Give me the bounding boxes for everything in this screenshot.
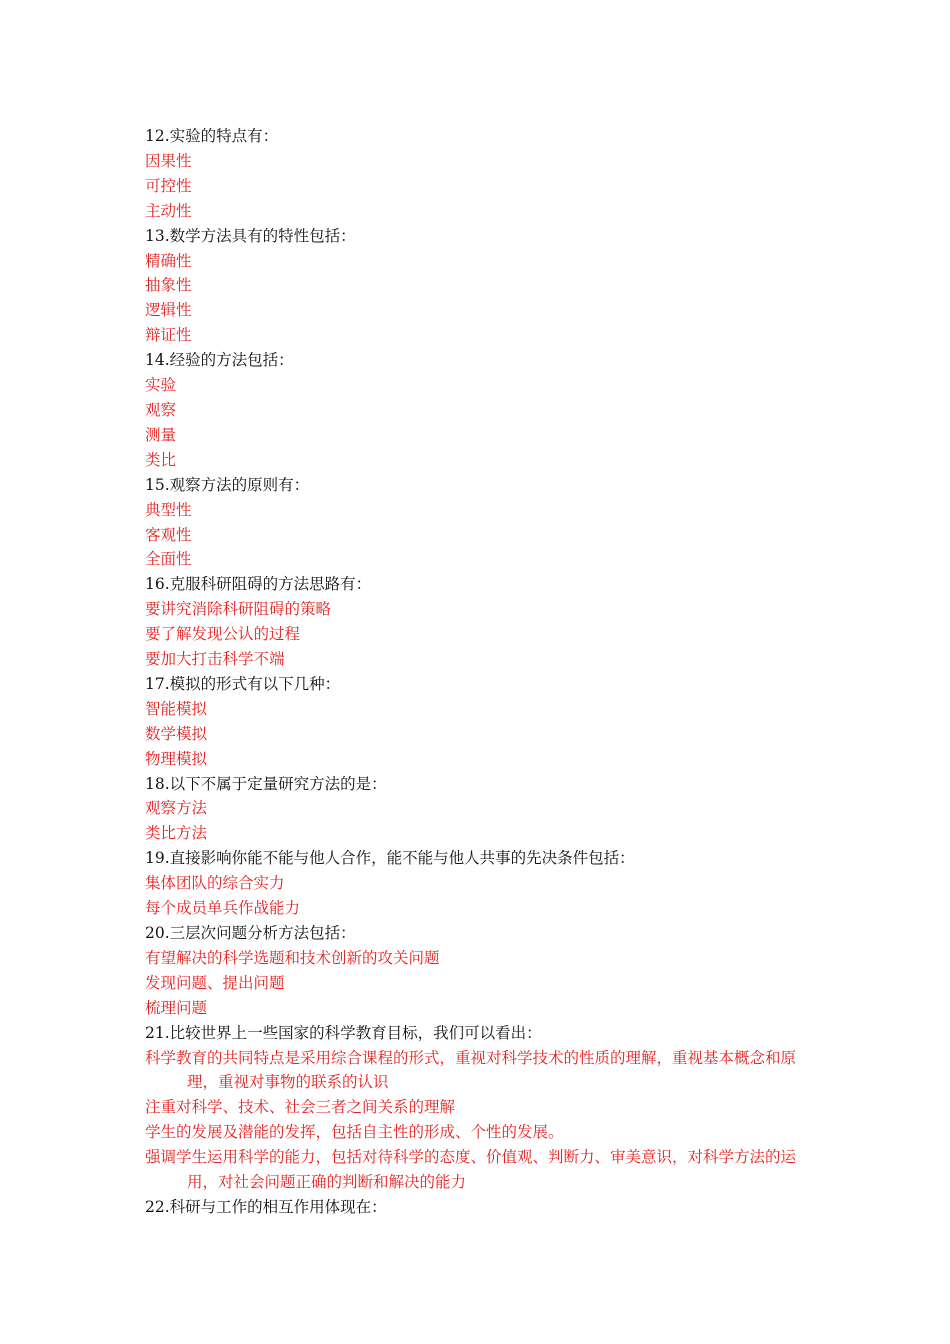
answer-option: 发现问题、提出问题 xyxy=(145,973,285,992)
answer-option: 智能模拟 xyxy=(145,699,208,718)
question-list xyxy=(145,124,825,1220)
answer-option: 逻辑性 xyxy=(145,301,192,320)
question-text: 21.比较世界上一些国家的科学教育目标，我们可以看出： xyxy=(145,1023,542,1042)
answer-option: 辩证性 xyxy=(145,326,192,345)
answer-option: 全面性 xyxy=(145,550,192,569)
answer-option: 学生的发展及潜能的发挥，包括自主性的形成、个性的发展。 xyxy=(145,1123,564,1142)
answer-option: 因果性 xyxy=(145,151,192,170)
answer-option: 科学教育的共同特点是采用综合课程的形式，重视对科学技术的性质的理解，重视基本概念和原理，重视对事物的联系的认识 xyxy=(145,1048,797,1092)
question-text: 22.科研与工作的相互作用体现在： xyxy=(145,1197,387,1216)
answer-option: 精确性 xyxy=(145,251,192,270)
answer-option: 每个成员单兵作战能力 xyxy=(145,899,301,918)
answer-option: 实验 xyxy=(145,376,177,395)
question-text: 16.克服科研阻碍的方法思路有： xyxy=(145,575,372,594)
answer-option: 集体团队的综合实力 xyxy=(145,874,285,893)
answer-option: 强调学生运用科学的能力，包括对待科学的态度、价值观、判断力、审美意识，对科学方法的运用，对社会问题正确的判断和解决的能力 xyxy=(145,1148,797,1192)
answer-option: 要讲究消除科研阻碍的策略 xyxy=(145,600,332,619)
answer-option: 梳理问题 xyxy=(145,998,208,1017)
answer-option: 抽象性 xyxy=(145,276,192,295)
answer-option: 要加大打击科学不端 xyxy=(145,650,285,669)
answer-option: 物理模拟 xyxy=(145,749,208,768)
question-text: 19.直接影响你能不能与他人合作，能不能与他人共事的先决条件包括： xyxy=(145,849,635,868)
question-text: 20.三层次问题分析方法包括： xyxy=(145,924,356,942)
answer-option: 客观性 xyxy=(145,525,192,544)
answer-option: 可控性 xyxy=(145,176,192,195)
question-text: 18.以下不属于定量研究方法的是： xyxy=(145,774,387,793)
question-text: 14.经验的方法包括： xyxy=(145,351,294,370)
answer-option: 要了解发现公认的过程 xyxy=(145,625,301,644)
question-text: 15.观察方法的原则有： xyxy=(145,475,310,494)
answer-option: 测量 xyxy=(145,425,177,444)
answer-option: 观察 xyxy=(145,400,177,419)
answer-option: 有望解决的科学选题和技术创新的攻关问题 xyxy=(145,948,440,967)
answer-option: 注重对科学、技术、社会三者之间关系的理解 xyxy=(145,1098,456,1117)
answer-option: 类比 xyxy=(145,450,177,469)
answer-option: 主动性 xyxy=(145,201,192,220)
question-text: 12.实验的特点有： xyxy=(145,127,279,145)
question-text: 17.模拟的形式有以下几种： xyxy=(145,674,341,693)
question-text: 13.数学方法具有的特性包括： xyxy=(145,226,356,245)
answer-option: 数学模拟 xyxy=(145,724,208,743)
answer-option: 典型性 xyxy=(145,500,192,519)
answer-option: 观察方法 xyxy=(145,799,208,818)
answer-option: 类比方法 xyxy=(145,824,208,843)
